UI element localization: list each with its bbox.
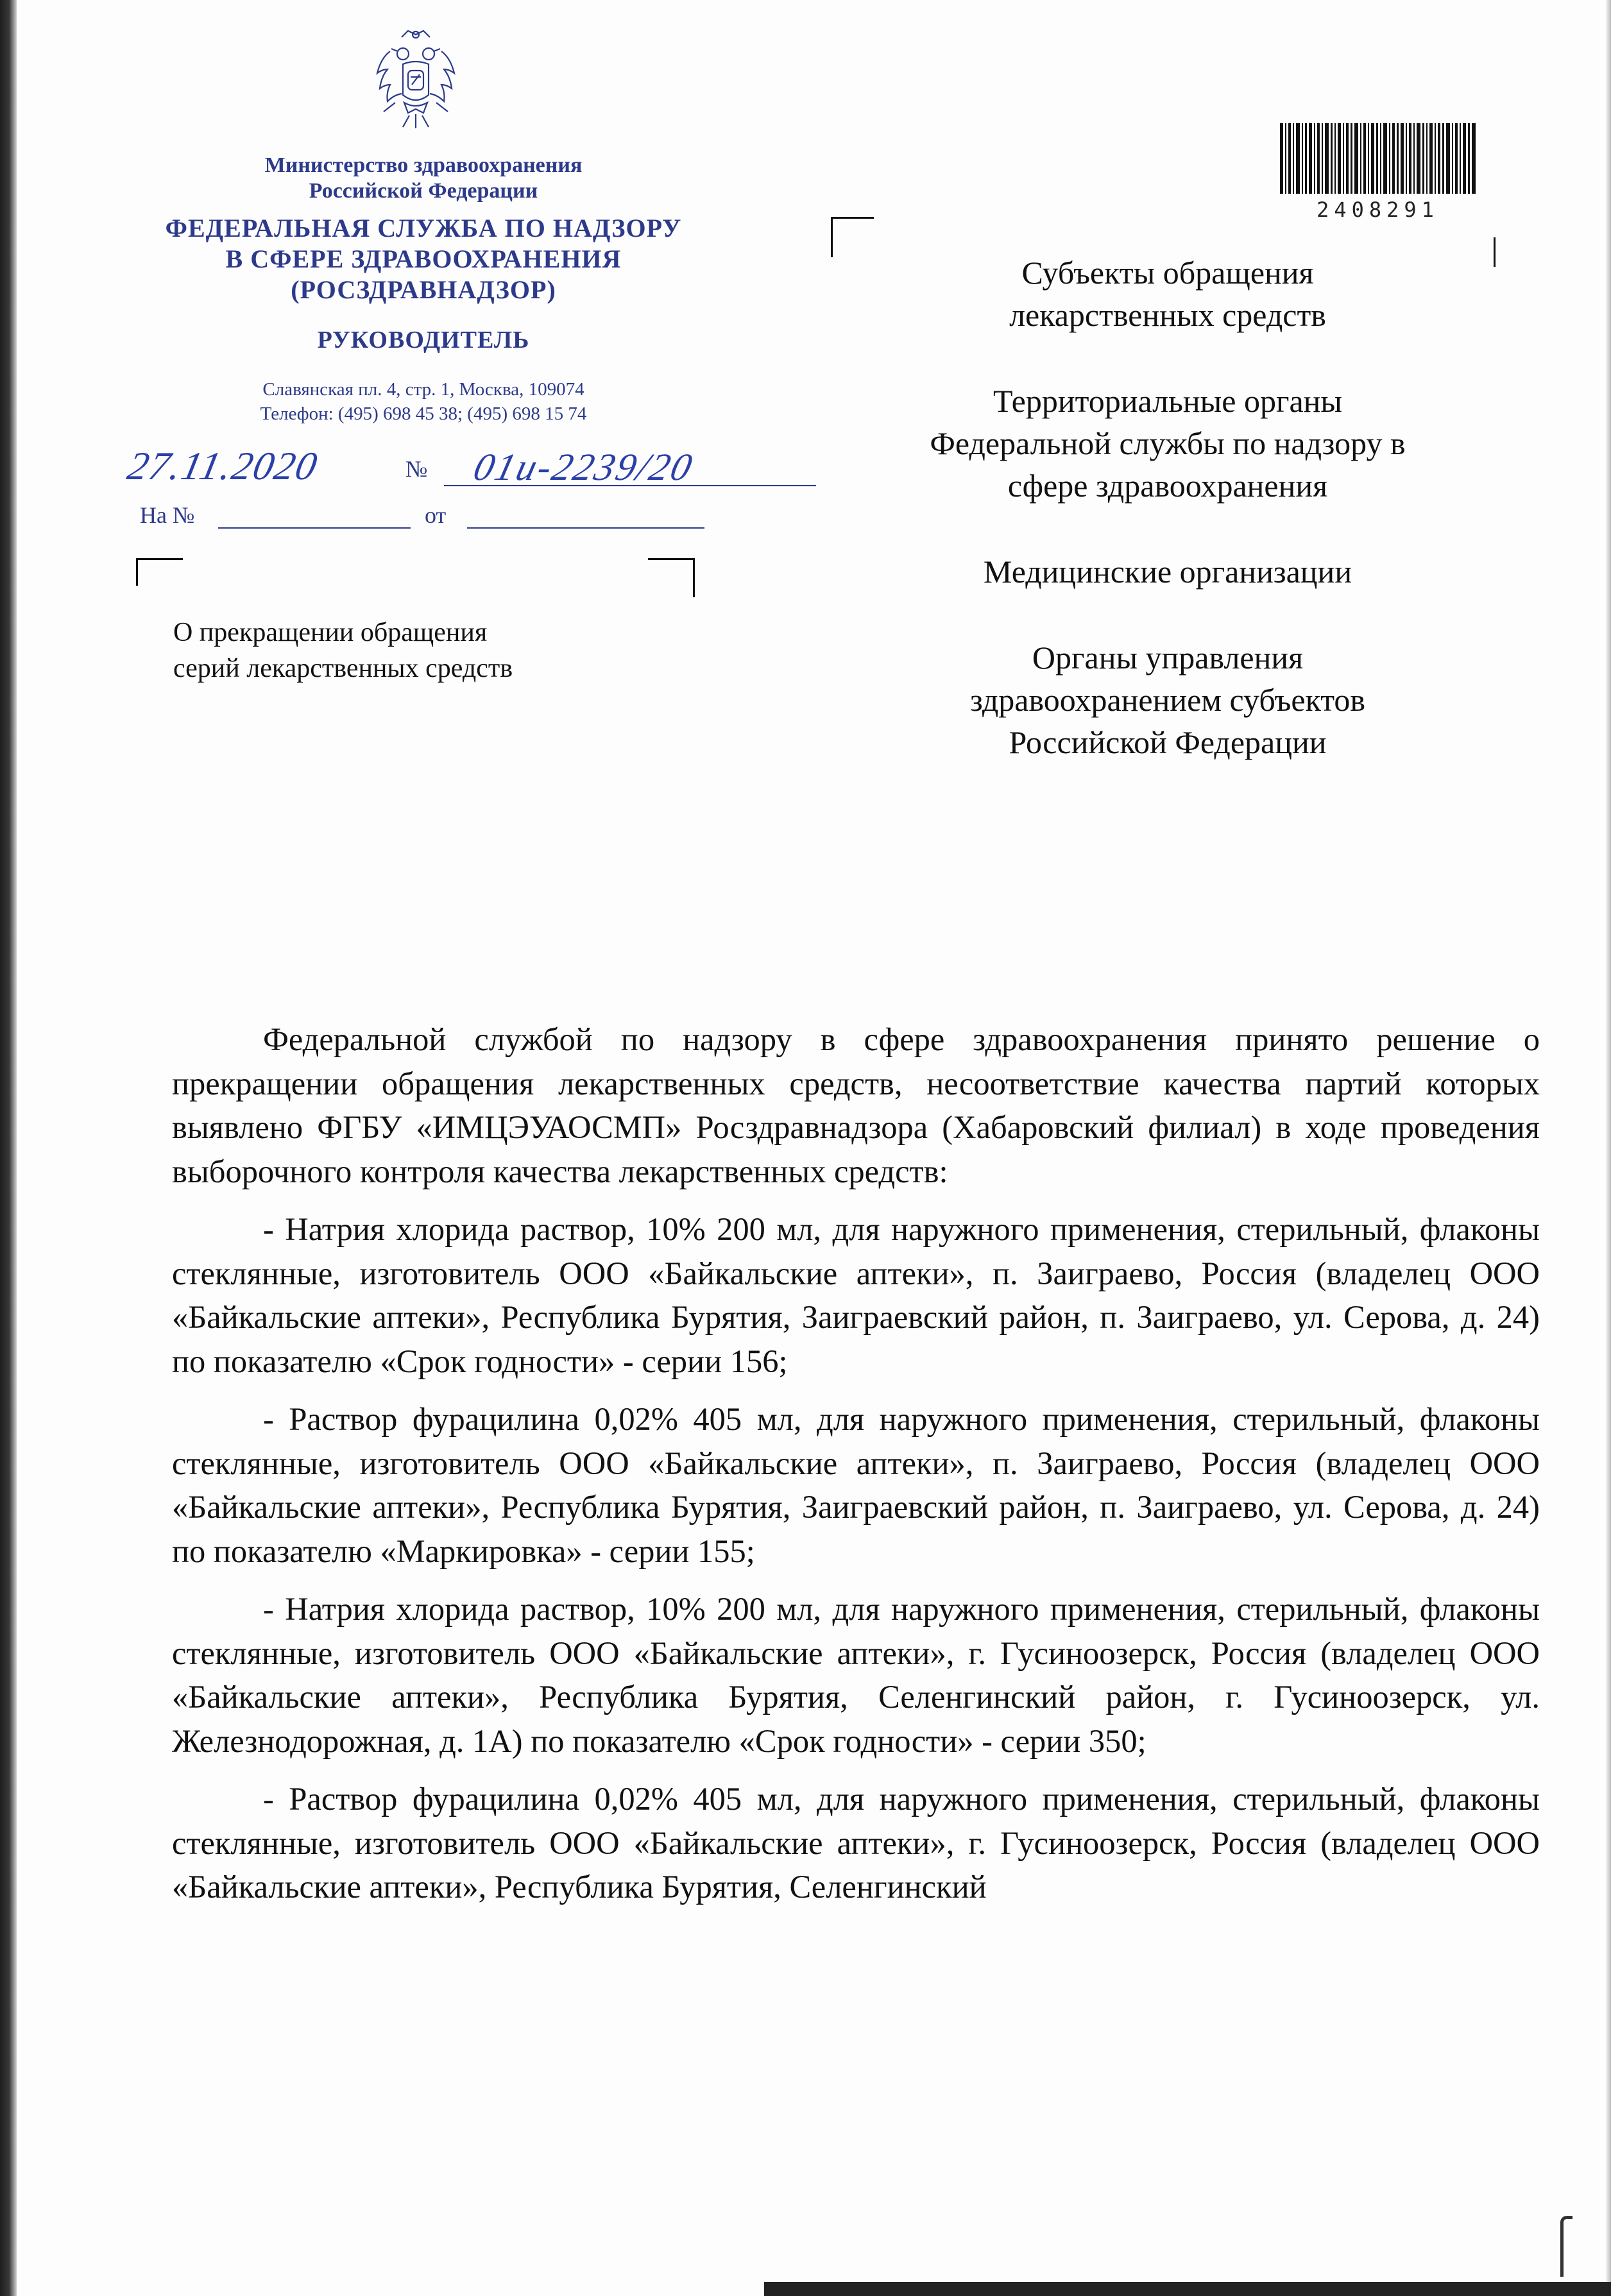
reference-line	[140, 502, 717, 534]
body-intro: Федеральной службой по надзору в сфере здравоохранения принято решение о прекращении обращения лекарственных средств, несоответствие качества партий которых выявлено ФГБУ «ИМЦЭУАОСМП» Росздравнадзора (Хабаровский филиал) в ходе проведения выборочного контроля качества лекарственных средств:	[172, 1021, 1540, 1189]
address-block	[160, 377, 686, 426]
service-line-2: В СФЕРЕ ЗДРАВООХРАНЕНИЯ	[225, 244, 622, 273]
head-title: РУКОВОДИТЕЛЬ	[317, 327, 530, 353]
body-item: - Раствор фурацилина 0,02% 405 мл, для наружного применения, стерильный, флаконы стеклянные, изготовитель ООО «Байкальские аптеки», п. Заиграево, Россия (владелец ООО «Байкальские аптеки», Республика Бурятия, Заиграевский район, п. Заиграево, ул. Серова, д. 24) по показателю «Маркировка» - серии 155;	[172, 1401, 1540, 1569]
number-sign: №	[405, 456, 428, 482]
recipient-line: Органы управления	[1032, 640, 1304, 676]
recipient-line: Территориальные органы	[993, 383, 1343, 419]
service-line-1: ФЕДЕРАЛЬНАЯ СЛУЖБА ПО НАДЗОРУ	[165, 214, 682, 242]
ministry-line-2: Российской Федерации	[309, 179, 538, 203]
service-name	[122, 213, 725, 305]
ref-number-underline	[218, 527, 411, 529]
recipient-line: Субъекты обращения	[1021, 255, 1314, 291]
subject-corner-right	[648, 558, 695, 597]
recipient-line: Российской Федерации	[1009, 724, 1327, 760]
russian-coat-of-arms-icon	[364, 26, 467, 141]
body-item: - Натрия хлорида раствор, 10% 200 мл, для наружного применения, стерильный, флаконы стеклянные, изготовитель ООО «Байкальские аптеки», п. Заиграево, Россия (владелец ООО «Байкальские аптеки», Республика Бурятия, Заиграевский район, п. Заиграево, ул. Серова, д. 24) по показателю «Срок годности» - серии 156;	[172, 1211, 1540, 1379]
recipient-group	[853, 251, 1482, 336]
recipient-line: сфере здравоохранения	[1007, 468, 1328, 504]
recipient-group	[853, 636, 1482, 763]
ministry-line-1: Министерство здравоохранения	[264, 153, 583, 177]
subject-corner-left	[136, 558, 183, 586]
registration-date: 27.11.2020	[123, 445, 322, 488]
recipient-line: Медицинские организации	[983, 554, 1352, 590]
scan-bottom-edge	[764, 2282, 1611, 2296]
ref-number-label: На №	[140, 502, 195, 528]
scan-page-curl	[1560, 2216, 1573, 2277]
ref-from-underline	[467, 527, 704, 529]
body-item: - Раствор фурацилина 0,02% 405 мл, для наружного применения, стерильный, флаконы стеклянные, изготовитель ООО «Байкальские аптеки», г. Гусиноозерск, Россия (владелец ООО «Байкальские аптеки», Республика Бурятия, Селенгинский	[172, 1781, 1540, 1905]
recipients-block	[853, 251, 1482, 807]
recipient-group	[853, 380, 1482, 507]
recipient-group	[853, 550, 1482, 593]
scan-right-edge	[1606, 0, 1611, 2296]
registration-line	[123, 444, 834, 495]
recipient-line: здравоохранением субъектов	[969, 682, 1366, 718]
ministry-name	[192, 153, 654, 204]
subject-line-2: серий лекарственных средств	[173, 654, 513, 683]
scan-left-edge	[0, 0, 17, 2296]
service-line-3: (РОСЗДРАВНАДЗОР)	[291, 275, 556, 304]
subject-line-1: О прекращении обращения	[173, 618, 488, 647]
body-item: - Натрия хлорида раствор, 10% 200 мл, для наружного применения, стерильный, флаконы стеклянные, изготовитель ООО «Байкальские аптеки», г. Гусиноозерск, Россия (владелец ООО «Байкальские аптеки», Республика Бурятия, Селенгинский район, г. Гусиноозерск, ул. Железнодорожная, д. 1А) по показателю «Срок годности» - серии 350;	[172, 1591, 1540, 1759]
ref-from-label: от	[425, 502, 447, 528]
letter-body	[172, 1017, 1540, 1923]
address-corner-right	[1494, 237, 1496, 267]
barcode	[1280, 123, 1476, 194]
barcode-number: 2408291	[1317, 198, 1439, 222]
registration-number: 01и-2239/20	[469, 446, 699, 488]
address-line-1: Славянская пл. 4, стр. 1, Москва, 109074	[262, 379, 584, 400]
recipient-line: лекарственных средств	[1009, 297, 1326, 333]
letter-subject	[173, 615, 686, 686]
recipient-line: Федеральной службы по надзору в	[930, 425, 1406, 461]
address-line-2: Телефон: (495) 698 45 38; (495) 698 15 74	[260, 404, 587, 424]
